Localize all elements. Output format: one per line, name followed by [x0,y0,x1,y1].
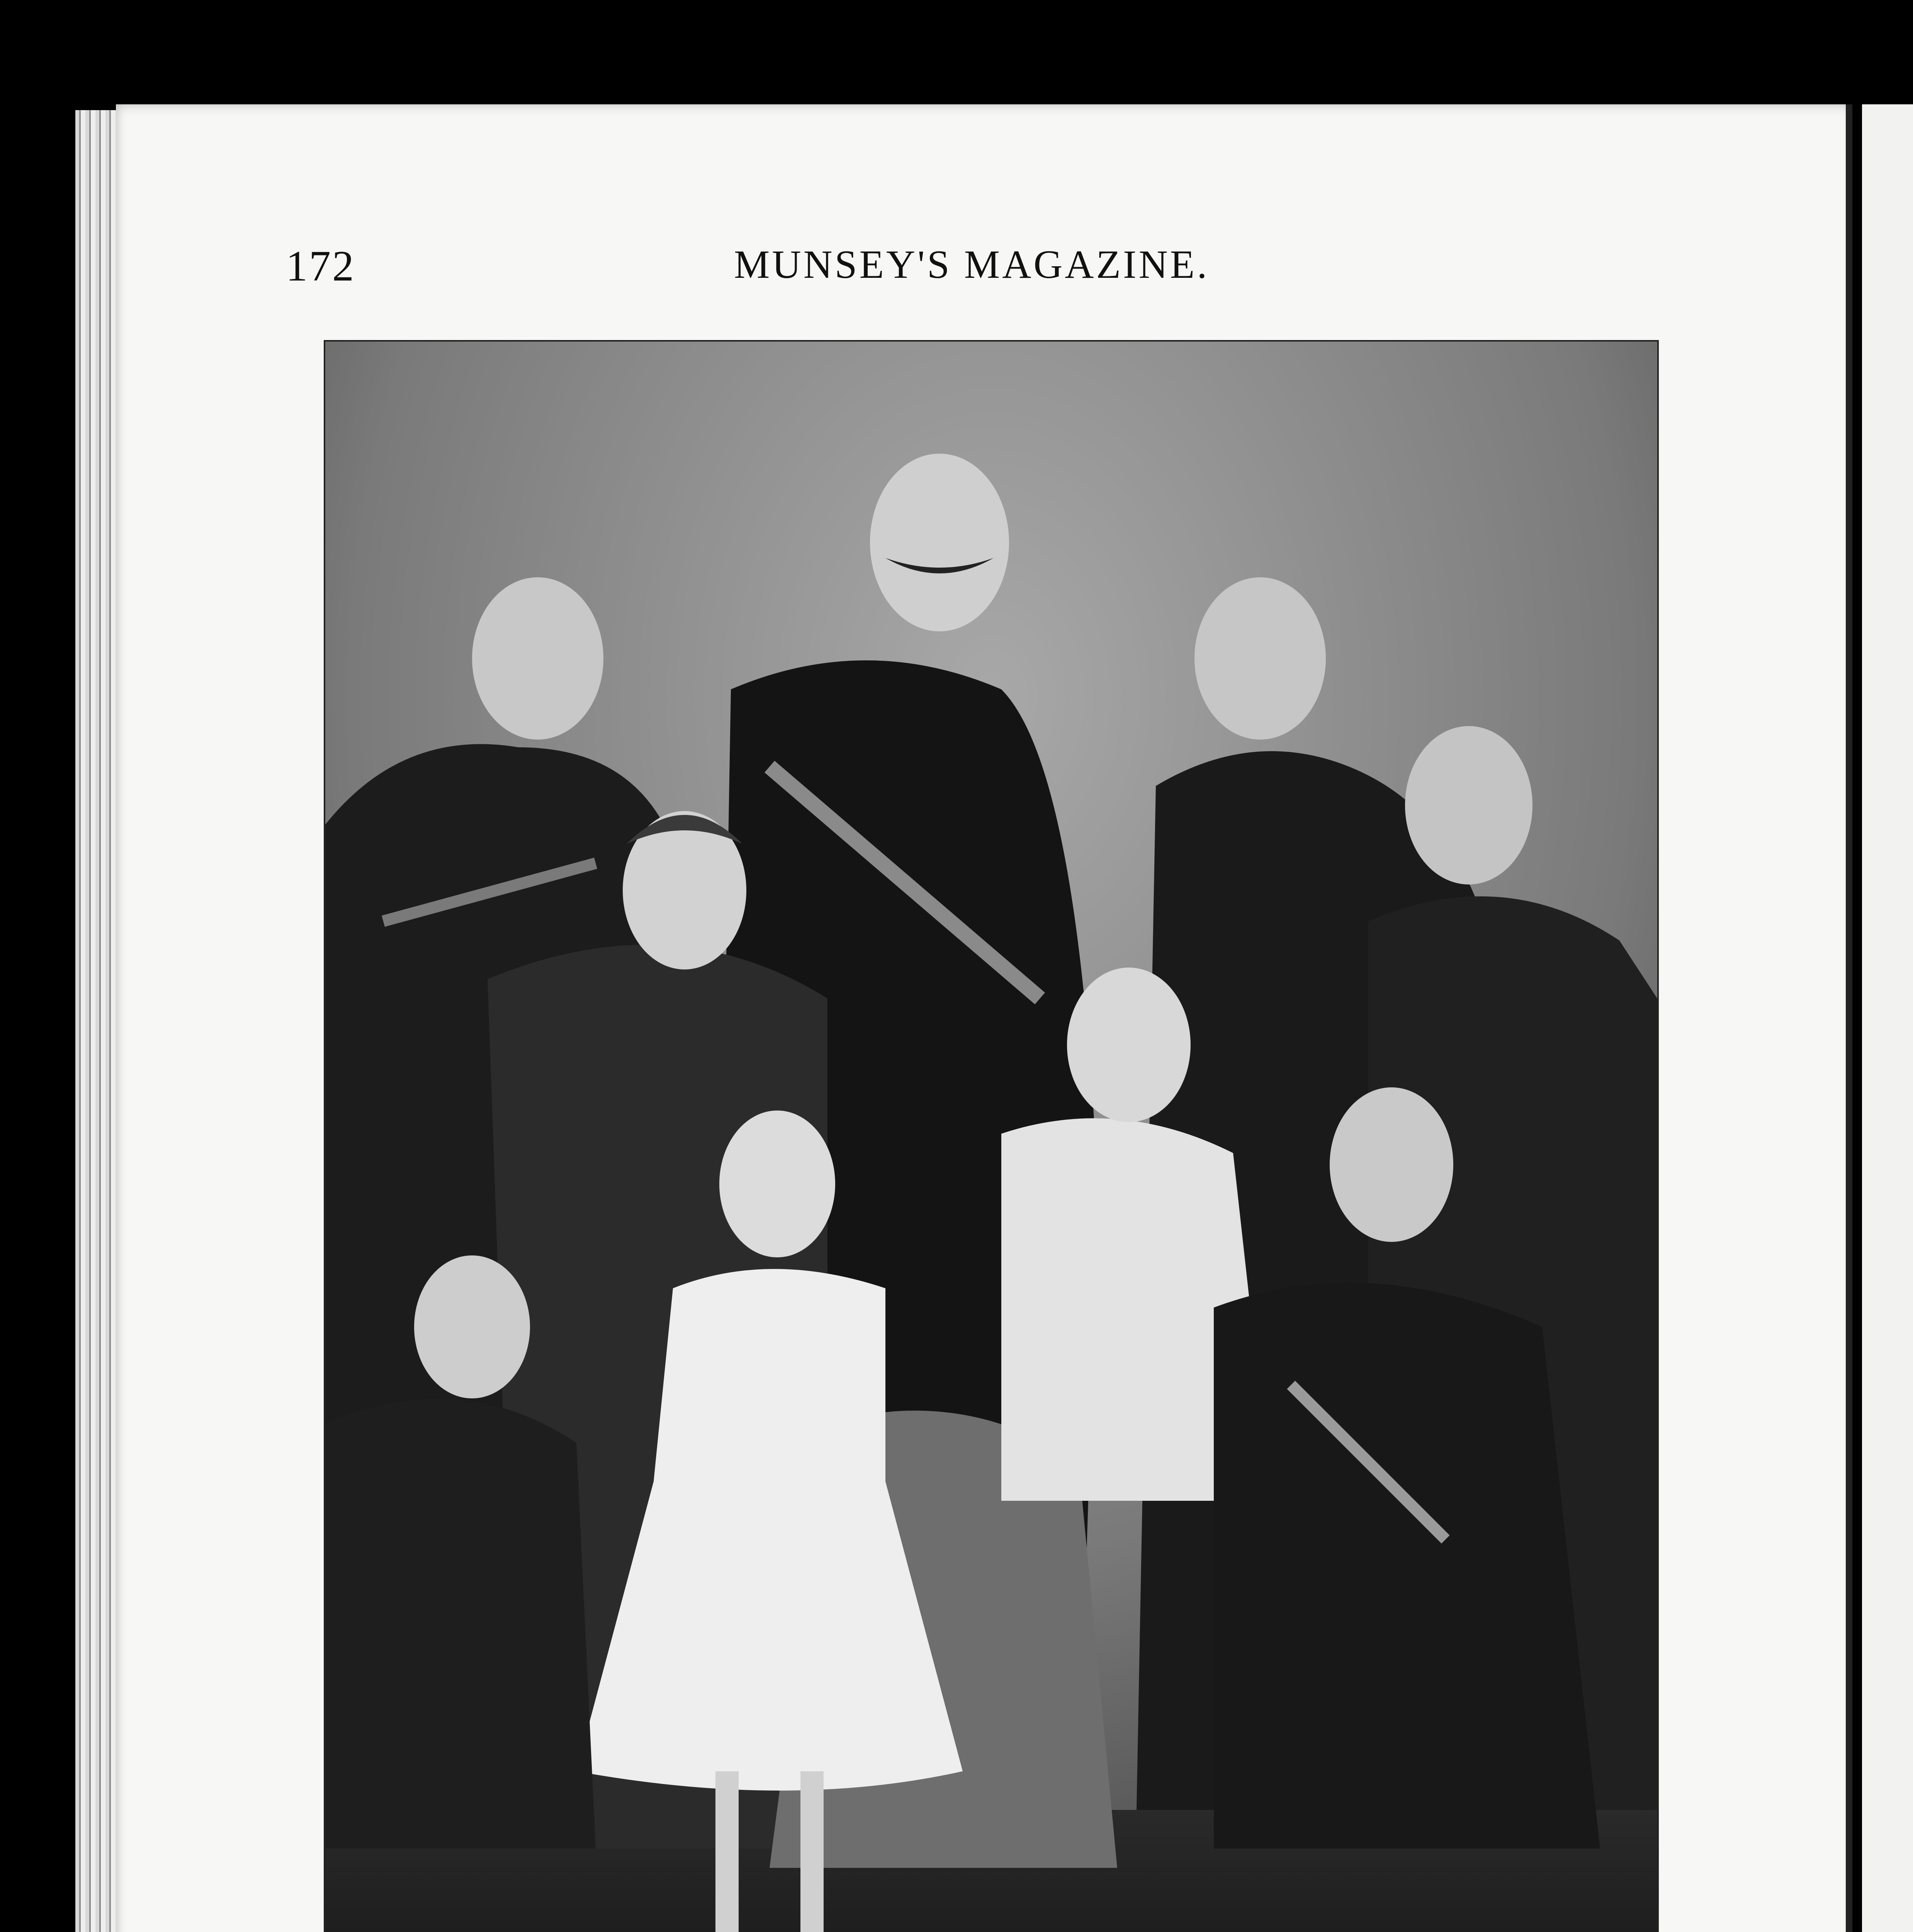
family-portrait-photo [324,340,1659,1932]
page-number: 172 [286,242,355,290]
facing-page-edge [1852,104,1913,1932]
page-gutter [1846,104,1853,1932]
book-page-edges [75,110,122,1932]
running-head: MUNSEY'S MAGAZINE. [734,242,1210,287]
